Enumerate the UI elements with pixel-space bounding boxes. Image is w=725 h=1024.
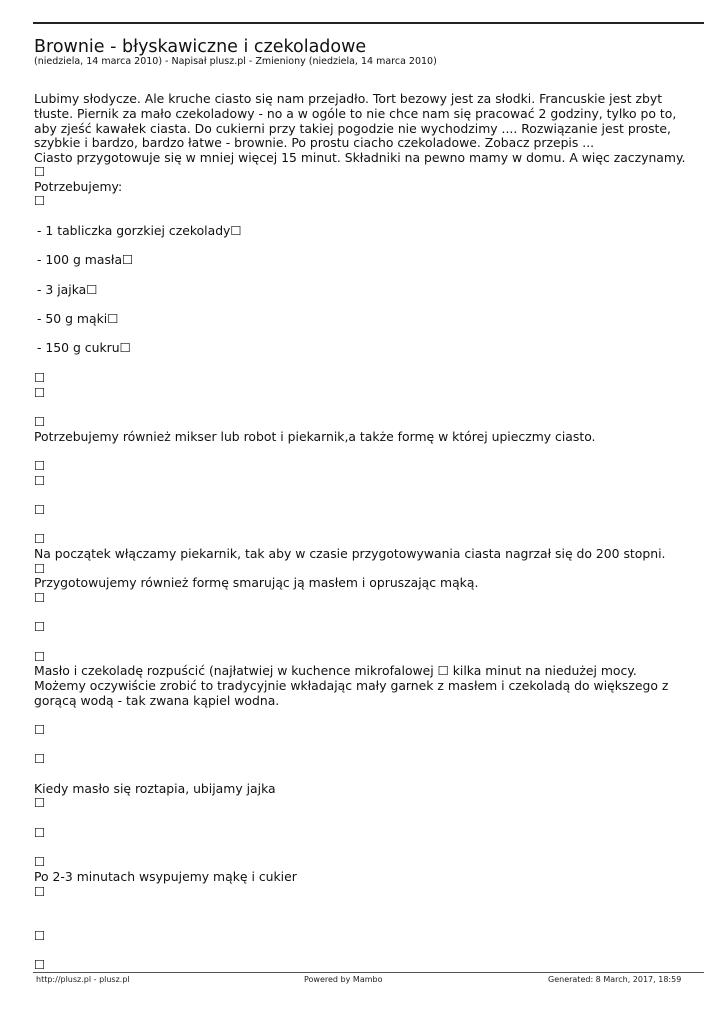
missing-image-glyph: ☐ xyxy=(34,825,46,840)
missing-image-glyph: ☐ xyxy=(34,722,46,737)
top-rule xyxy=(33,22,704,24)
melt-line: gorącą wodą - tak zwana kąpiel wodna. xyxy=(34,693,280,708)
ingredient-item: - 100 g masła☐ xyxy=(37,252,134,267)
missing-image-glyph: ☐ xyxy=(34,884,46,899)
missing-image-glyph: ☐ xyxy=(34,561,46,576)
flour-paragraph: Po 2-3 minutach wsypujemy mąkę i cukier xyxy=(34,869,297,884)
form-paragraph: Przygotowujemy również formę smarując ją masłem i opruszając mąką. xyxy=(34,575,479,590)
missing-image-glyph: ☐ xyxy=(34,531,46,546)
missing-image-glyph: ☐ xyxy=(34,928,46,943)
missing-image-glyph: ☐ xyxy=(34,370,46,385)
intro-line: tłuste. Piernik za mało czekoladowy - no a w ogóle to nie chce nam się pracować 2 godziny, tylko po to, xyxy=(34,106,677,121)
intro-line: Lubimy słodycze. Ale kruche ciasto się nam przejadło. Tort bezowy jest za słodki. Francuskie jest zbyt xyxy=(34,91,663,106)
missing-image-glyph: ☐ xyxy=(34,590,46,605)
missing-image-glyph: ☐ xyxy=(34,957,46,972)
article-title: Brownie - błyskawiczne i czekoladowe xyxy=(34,37,367,57)
ingredient-item: - 3 jajka☐ xyxy=(37,282,98,297)
article-meta: (niedziela, 14 marca 2010) - Napisał plusz.pl - Zmieniony (niedziela, 14 marca 2010) xyxy=(34,56,437,67)
ingredient-item: - 50 g mąki☐ xyxy=(37,311,119,326)
melt-line: Masło i czekoladę rozpuścić (najłatwiej w kuchence mikrofalowej ☐ kilka minut na niedużej mocy. xyxy=(34,663,637,678)
missing-image-glyph: ☐ xyxy=(34,854,46,869)
missing-image-glyph: ☐ xyxy=(34,414,46,429)
missing-image-glyph: ☐ xyxy=(34,649,46,664)
eggs-paragraph: Kiedy masło się roztapia, ubijamy jajka xyxy=(34,781,276,796)
missing-image-glyph: ☐ xyxy=(34,164,46,179)
footer-rule xyxy=(33,972,704,973)
missing-image-glyph: ☐ xyxy=(34,458,46,473)
missing-image-glyph: ☐ xyxy=(34,193,46,208)
needs-heading: Potrzebujemy: xyxy=(34,179,123,194)
melt-line: Możemy oczywiście zrobić to tradycyjnie wkładając mały garnek z masłem i czekoladą do większego z xyxy=(34,678,669,693)
oven-paragraph: Na początek włączamy piekarnik, tak aby w czasie przygotowywania ciasta nagrzał się do 200 stopni. xyxy=(34,546,666,561)
footer-powered-by: Powered by Mambo xyxy=(304,975,383,984)
missing-image-glyph: ☐ xyxy=(34,795,46,810)
missing-image-glyph: ☐ xyxy=(34,751,46,766)
tools-paragraph: Potrzebujemy również mikser lub robot i piekarnik,a także formę w której upieczmy ciasto. xyxy=(34,429,596,444)
missing-image-glyph: ☐ xyxy=(34,473,46,488)
missing-image-glyph: ☐ xyxy=(34,385,46,400)
intro-line: szybkie i bardzo, bardzo łatwe - brownie. Po prostu ciacho czekoladowe. Zobacz przepis ... xyxy=(34,135,595,150)
footer-generated-date: Generated: 8 March, 2017, 18:59 xyxy=(548,975,682,984)
missing-image-glyph: ☐ xyxy=(34,619,46,634)
ingredient-item: - 1 tabliczka gorzkiej czekolady☐ xyxy=(37,223,242,238)
ingredient-item: - 150 g cukru☐ xyxy=(37,340,131,355)
intro-line: Ciasto przygotowuje się w mniej więcej 15 minut. Składniki na pewno mamy w domu. A więc zaczynamy. xyxy=(34,150,686,165)
missing-image-glyph: ☐ xyxy=(34,502,46,517)
footer-site-link[interactable]: http://plusz.pl - plusz.pl xyxy=(36,975,130,984)
intro-line: aby zjeść kawałek ciasta. Do cukierni przy takiej pogodzie nie wychodzimy .... Rozwiązanie jest proste, xyxy=(34,121,671,136)
